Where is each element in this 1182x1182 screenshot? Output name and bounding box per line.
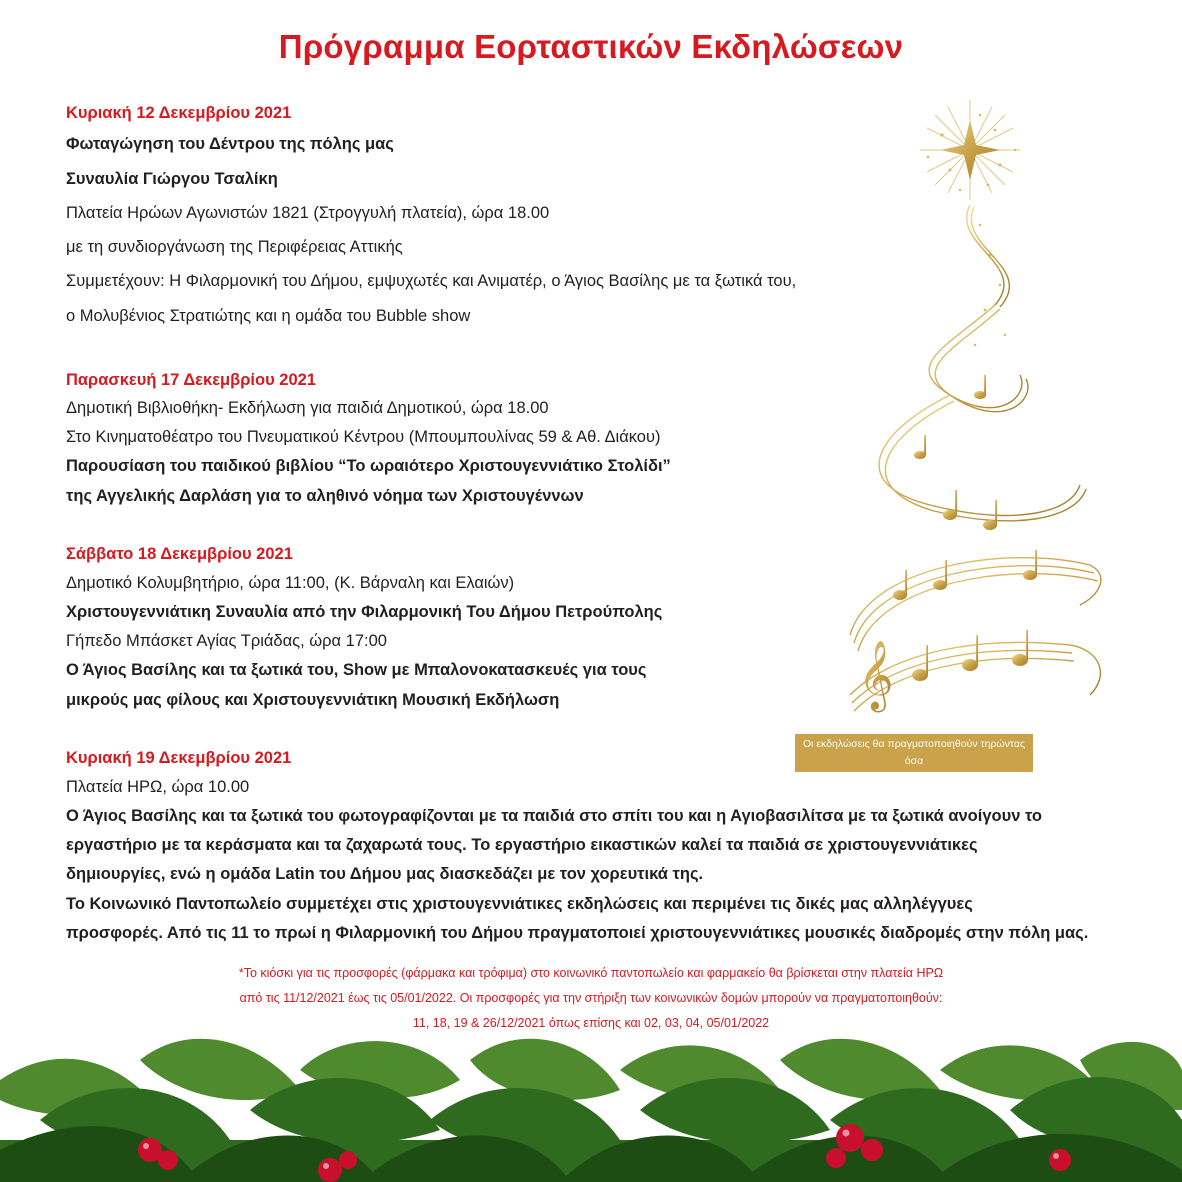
- event-1-line: με τη συνδιοργάνωση της Περιφέρειας Αττικής: [66, 238, 403, 256]
- event-2-line: Στο Κινηματοθέατρο του Πνευματικού Κέντρου (Μπουμπουλίνας 59 & Αθ. Διάκου): [66, 428, 661, 446]
- event-2-line: Δημοτική Βιβλιοθήκη- Εκδήλωση για παιδιά Δημοτικού, ώρα 18.00: [66, 399, 549, 417]
- event-1-line: Συμμετέχουν: Η Φιλαρμονική του Δήμου, εμψυχωτές και Ανιματέρ, ο Άγιος Βασίλης με τα ξωτικά του,: [66, 272, 797, 290]
- event-4-line: Το Κοινωνικό Παντοπωλείο συμμετέχει στις χριστουγεννιάτικες εκδηλώσεις και περιμένει τις δικές μας αλληλέγγυες: [66, 895, 973, 913]
- footnote-line: 11, 18, 19 & 26/12/2021 όπως επίσης και 02, 03, 04, 05/01/2022: [412, 1016, 770, 1030]
- footnote-line: *Το κιόσκι για τις προσφορές (φάρμακα και τρόφιμα) στο κοινωνικό παντοπωλείο και φαρμακείο θα βρίσκεται στην πλατεία ΗΡΩ: [238, 966, 944, 980]
- event-3-line: Ο Άγιος Βασίλης και τα ξωτικά του, Show με Μπαλονοκατασκευές για τους: [66, 661, 647, 679]
- event-4-line: εργαστήριο με τα κεράσματα και τα ζαχαρωτά τους. Το εργαστήριο εικαστικών καλεί τα παιδιά σε χριστουγεννιάτικες: [66, 836, 978, 854]
- event-4-line: Ο Άγιος Βασίλης και τα ξωτικά του φωτογραφίζονται με τα παιδιά στο σπίτι του και η Αγιοβασιλίτσα με τα ξωτικά ανοίγουν το: [66, 807, 1042, 825]
- svg-text:𝄞: 𝄞: [858, 640, 894, 710]
- event-4-line: προσφορές. Από τις 11 το πρωί η Φιλαρμονική του Δήμου πραγματοποιεί χριστουγεννιάτικες μουσικές διαδρομές στην πόλη μας.: [66, 924, 1089, 942]
- event-4-date: Κυριακή 19 Δεκεμβρίου 2021: [66, 749, 292, 767]
- music-note-christmas-tree-icon: [830, 95, 1120, 725]
- holly-garland-icon: [0, 1000, 1182, 1182]
- event-2-line: της Αγγελικής Δαρλάση για το αληθινό νόημα των Χριστουγέννων: [66, 487, 584, 505]
- event-1-line: Πλατεία Ηρώων Αγωνιστών 1821 (Στρογγυλή πλατεία), ώρα 18.00: [66, 204, 550, 222]
- event-1-date: Κυριακή 12 Δεκεμβρίου 2021: [66, 104, 292, 122]
- event-3-line: Δημοτικό Κολυμβητήριο, ώρα 11:00, (Κ. Βάρναλη και Ελαιών): [66, 574, 515, 592]
- event-1-line: Φωταγώγηση του Δέντρου της πόλης μας: [66, 135, 394, 153]
- covid-notice-line: Οι εκδηλώσεις θα πραγματοποιηθούν τηρώντας όσα: [802, 738, 1026, 767]
- event-1-line: Συναυλία Γιώργου Τσαλίκη: [66, 170, 278, 188]
- event-3-line: Γήπεδο Μπάσκετ Αγίας Τριάδας, ώρα 17:00: [66, 632, 387, 650]
- page-title: Πρόγραμμα Εορταστικών Εκδηλώσεων: [278, 28, 904, 65]
- event-2-date: Παρασκευή 17 Δεκεμβρίου 2021: [66, 371, 316, 389]
- event-4-line: Πλατεία ΗΡΩ, ώρα 10.00: [66, 778, 250, 796]
- event-1-line: ο Μολυβένιος Στρατιώτης και η ομάδα του Bubble show: [66, 307, 471, 325]
- event-3-line: μικρούς μας φίλους και Χριστουγεννιάτικη Μουσική Εκδήλωση: [66, 691, 560, 709]
- covid-notice-line: προβλέπονται για την αποφυγή διάδοσης του Covid-19: [808, 772, 1020, 801]
- event-4-line: δημιουργίες, ενώ η ομάδα Latin του Δήμου μας διασκεδάζει με τον χορευτικά της.: [66, 865, 704, 883]
- event-2-line: Παρουσίαση του παιδικού βιβλίου “Το ωραιότερο Χριστουγεννιάτικο Στολίδι”: [66, 457, 671, 475]
- event-3-date: Σάββατο 18 Δεκεμβρίου 2021: [66, 545, 293, 563]
- event-3-line: Χριστουγεννιάτικη Συναυλία από την Φιλαρμονική Του Δήμου Πετρούπολης: [66, 603, 663, 621]
- footnote-line: από τις 11/12/2021 έως τις 05/01/2022. Οι προσφορές για την στήριξη των κοινωνικών δομών μπορούν να πραγματοποιηθούν:: [239, 991, 943, 1005]
- covid-notice: [795, 734, 1033, 801]
